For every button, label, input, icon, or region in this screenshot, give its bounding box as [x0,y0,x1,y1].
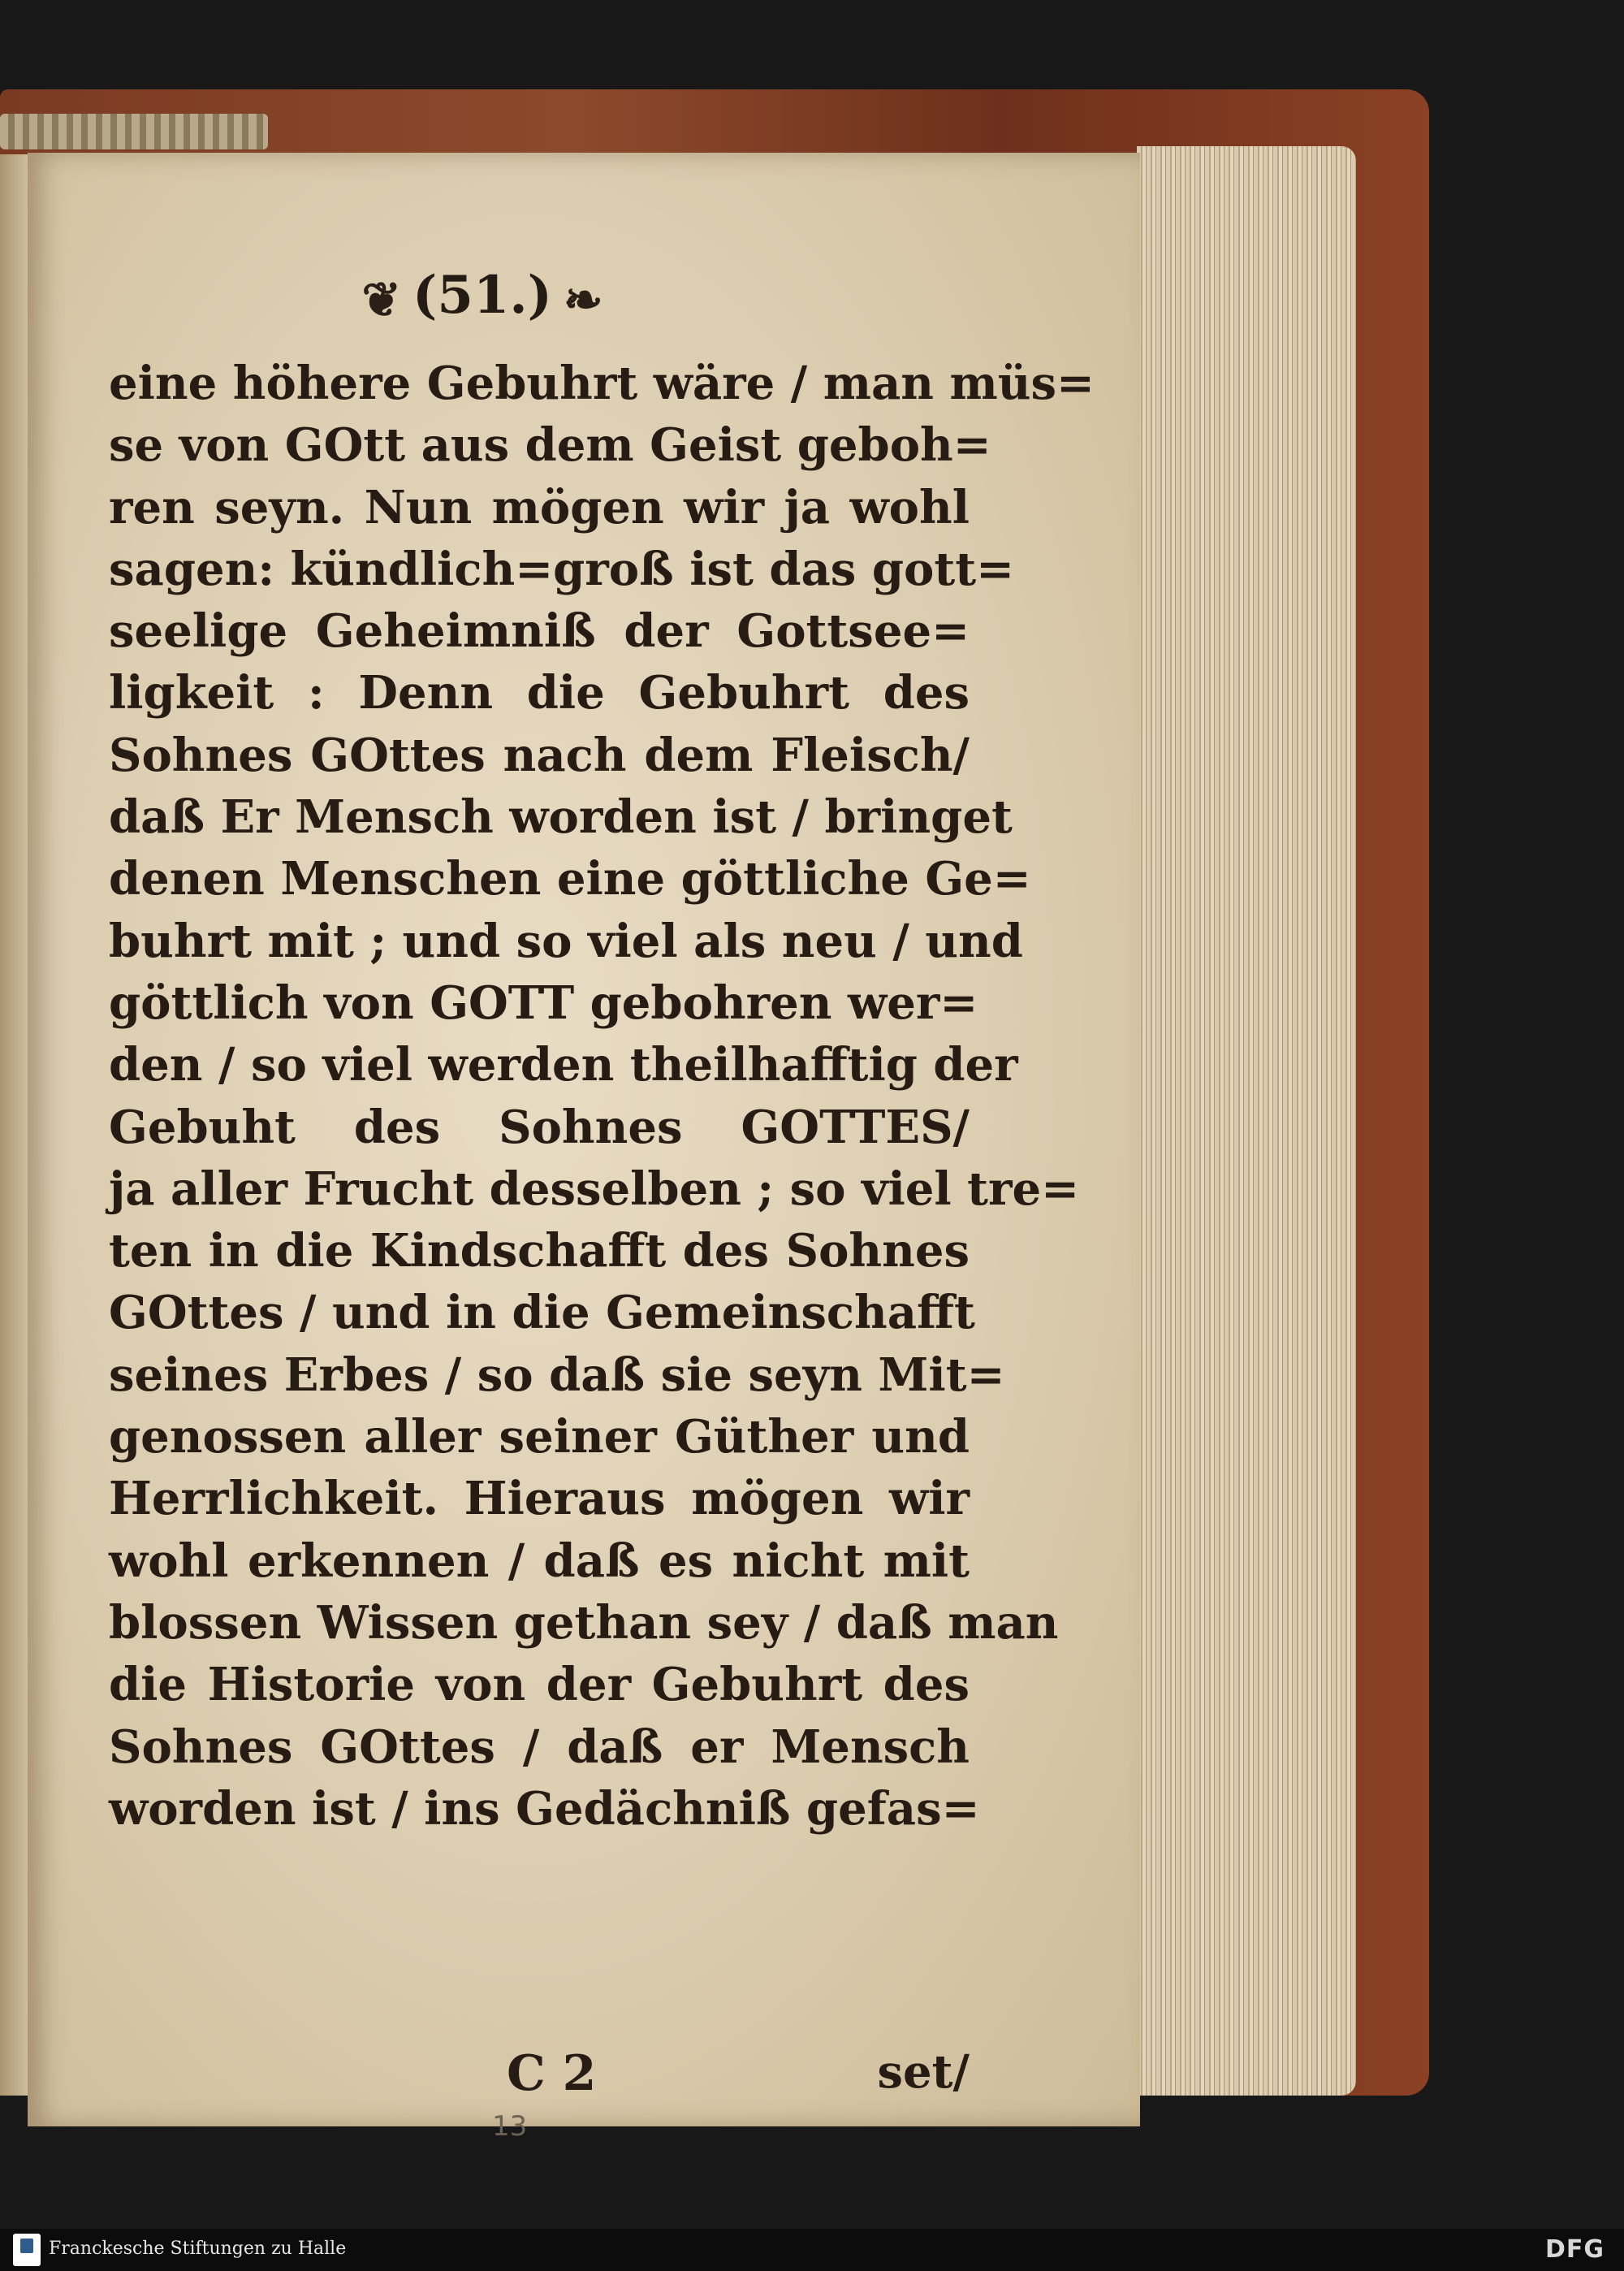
text-line: den / so viel werden theilhafftig der [109,1038,1018,1092]
text-line: seelige Geheimniß der Gottsee= [109,604,970,659]
text-line: ja aller Frucht desselben ; so viel tre= [109,1161,1080,1216]
text-line: blossen Wissen gethan sey / daß man [109,1595,1059,1650]
text-line: göttlich von GOTT gebohren wer= [109,975,978,1030]
page-footer [109,2045,970,2110]
text-line: ren seyn. Nun mögen wir ja wohl [109,480,970,534]
text-line: Sohnes GOttes nach dem Fleisch/ [109,728,970,782]
page-body [109,353,1095,1840]
text-line: die Historie von der Gebuhrt des [109,1658,970,1712]
text-line: worden ist / ins Gedächniß gefas= [109,1781,980,1836]
text-line: ligkeit : Denn die Gebuhrt des [109,666,970,720]
text-line: denen Menschen eine göttliche Ge= [109,852,1031,906]
signature-mark: C 2 [507,2045,597,2102]
text-line: Herrlichkeit. Hieraus mögen wir [109,1472,970,1526]
text-line: se von GOtt aus dem Geist geboh= [109,418,991,473]
text-line: eine höhere Gebuhrt wäre / man müs= [109,357,1095,410]
dfg-logo: DFG [1544,2235,1605,2264]
viewer-footer-bar [0,2229,1624,2271]
page-number: (51.) [412,265,552,326]
left-page-edge [0,154,31,2096]
text-line: Sohnes GOttes / daß er Mensch [109,1719,970,1774]
text-line: wohl erkennen / daß es nicht mit [109,1533,970,1588]
catchword: set/ [877,2045,970,2099]
page-header [28,265,937,327]
institution-logo-icon [13,2234,41,2266]
page-block-edges [1137,146,1356,2096]
text-line: seines Erbes / so daß sie seyn Mit= [109,1347,1005,1402]
institution-name: Franckesche Stiftungen zu Halle [49,2239,347,2259]
pencil-annotation: 13 [492,2110,528,2143]
text-line: buhrt mit ; und so viel als neu / und [109,914,1023,968]
text-line: ten in die Kindschafft des Sohnes [109,1224,970,1278]
text-line: Gebuht des Sohnes GOTTES/ [109,1100,970,1154]
book-headband [0,114,268,149]
left-ornament-icon: ❦ [361,271,402,327]
text-line: daß Er Mensch worden ist / bringet [109,790,1013,845]
right-ornament-icon: ❧ [563,271,603,327]
book-page [28,153,1140,2143]
text-line: GOttes / und in die Gemeinschafft [109,1286,975,1340]
text-line: genossen aller seiner Güther und [109,1410,970,1464]
text-line: sagen: kündlich=groß ist das gott= [109,542,1014,596]
